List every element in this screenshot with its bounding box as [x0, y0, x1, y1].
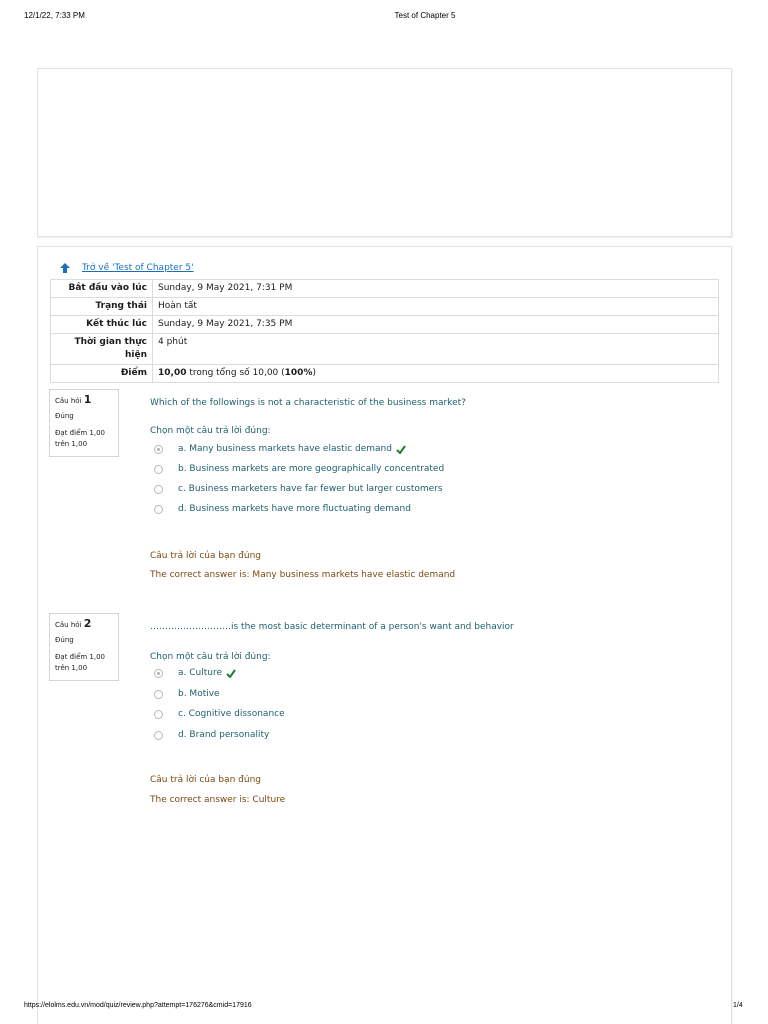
option-label: d. Brand personality — [178, 730, 270, 740]
radio-button[interactable] — [154, 505, 163, 514]
summary-value: Sunday, 9 May 2021, 7:31 PM — [153, 280, 719, 298]
summary-row-state — [51, 298, 719, 316]
radio-button[interactable] — [154, 731, 163, 740]
answer-prompt: Chọn một câu trả lời đúng: — [150, 652, 271, 662]
radio-button[interactable] — [154, 710, 163, 719]
answer-option[interactable] — [154, 504, 411, 514]
question-number: 2 — [83, 617, 92, 630]
option-label: c. Cognitive dissonance — [178, 709, 285, 719]
correct-answer-text: The correct answer is: Many business markets have elastic demand — [150, 570, 456, 580]
question-mark: Đạt điểm 1,00 — [55, 429, 106, 437]
feedback-text: Câu trả lời của bạn đúng — [150, 551, 261, 561]
summary-row-grade — [51, 365, 719, 383]
answer-option[interactable] — [154, 689, 220, 699]
question-info-box — [49, 613, 119, 681]
arrow-up-icon — [59, 262, 71, 274]
answer-option[interactable] — [154, 668, 236, 678]
summary-label: Thời gian thực hiện — [51, 334, 153, 365]
summary-label: Trạng thái — [51, 298, 153, 316]
summary-label: Điểm — [51, 365, 153, 383]
radio-button[interactable] — [154, 485, 163, 494]
question-state: Đúng — [55, 412, 74, 420]
print-url: https://elolms.edu.vn/mod/quiz/review.php?attempt=176276&cmid=17916 — [24, 1002, 252, 1009]
summary-value: 4 phút — [153, 334, 719, 365]
summary-value — [153, 365, 719, 383]
option-label: a. Many business markets have elastic demand — [178, 444, 392, 454]
option-label: c. Business marketers have far fewer but larger customers — [178, 484, 443, 494]
back-nav[interactable] — [59, 262, 194, 274]
attempt-summary-table — [50, 279, 719, 383]
summary-value: Hoàn tất — [153, 298, 719, 316]
question-mark-max: trên 1,00 — [55, 440, 88, 448]
radio-button[interactable] — [154, 445, 163, 454]
option-label: a. Culture — [178, 668, 222, 678]
print-datetime: 12/1/22, 7:33 PM — [24, 11, 85, 20]
question-mark-max: trên 1,00 — [55, 664, 88, 672]
feedback-text: Câu trả lời của bạn đúng — [150, 775, 261, 785]
question-mark: Đạt điểm 1,00 — [55, 653, 106, 661]
back-link[interactable]: Trở về 'Test of Chapter 5' — [82, 263, 194, 273]
grade-percent: 100% — [284, 368, 313, 378]
question-text: ………………………is the most basic determinant of a person's want and behavior — [150, 622, 514, 632]
answer-option[interactable] — [154, 444, 406, 454]
print-page-title: Test of Chapter 5 — [394, 11, 456, 20]
answer-option[interactable] — [154, 464, 444, 474]
option-label: b. Business markets are more geographically concentrated — [178, 464, 445, 474]
summary-row-finish — [51, 316, 719, 334]
question-number: 1 — [83, 393, 92, 406]
radio-button[interactable] — [154, 690, 163, 699]
top-card — [37, 68, 732, 237]
summary-label: Kết thúc lúc — [51, 316, 153, 334]
option-label: b. Motive — [178, 689, 220, 699]
answer-option[interactable] — [154, 484, 443, 494]
summary-value: Sunday, 9 May 2021, 7:35 PM — [153, 316, 719, 334]
answer-prompt: Chọn một câu trả lời đúng: — [150, 426, 271, 436]
question-state: Đúng — [55, 636, 74, 644]
question-label: Câu hỏi — [55, 397, 82, 405]
radio-button[interactable] — [154, 669, 163, 678]
check-icon — [396, 445, 406, 454]
grade-end: ) — [312, 368, 316, 378]
summary-row-duration — [51, 334, 719, 365]
question-text: Which of the followings is not a characteristic of the business market? — [150, 398, 466, 408]
question-info-box — [49, 389, 119, 457]
answer-option[interactable] — [154, 709, 285, 719]
option-label: d. Business markets have more fluctuating demand — [178, 504, 411, 514]
question-label: Câu hỏi — [55, 621, 82, 629]
grade-middle: trong tổng số 10,00 ( — [186, 368, 285, 378]
correct-answer-text: The correct answer is: Culture — [150, 795, 286, 805]
answer-option[interactable] — [154, 730, 269, 740]
grade-score: 10,00 — [158, 368, 187, 378]
print-page-number: 1/4 — [733, 1002, 743, 1009]
summary-label: Bắt đầu vào lúc — [51, 280, 153, 298]
radio-button[interactable] — [154, 465, 163, 474]
summary-row-start — [51, 280, 719, 298]
check-icon — [226, 669, 236, 678]
